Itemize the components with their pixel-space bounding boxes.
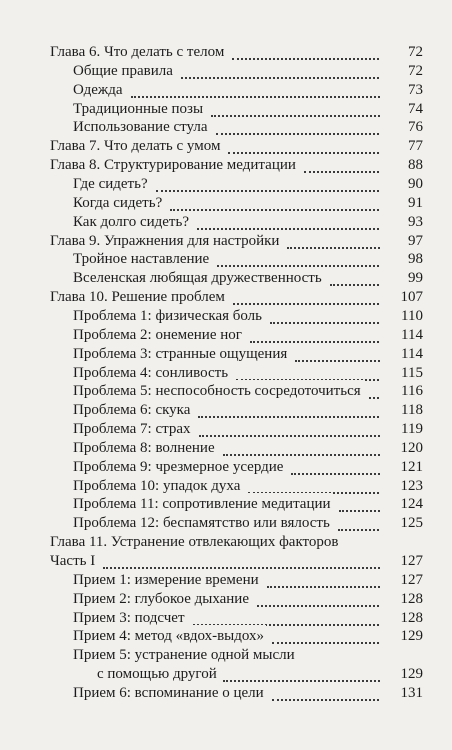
toc-entry-title: Прием 4: метод «вдох-выдох» [73, 625, 266, 647]
toc-entry-title: Прием 2: глубокое дыхание [73, 588, 251, 610]
toc-page-number: 116 [381, 380, 423, 402]
toc-entry-title: Проблема 2: онемение ног [73, 324, 244, 346]
toc-page-number: 99 [381, 267, 423, 289]
toc-page-number: 114 [381, 343, 423, 365]
toc-entry-title: Часть I [50, 550, 97, 572]
toc-page-number: 123 [381, 475, 423, 497]
toc-page-number: 128 [381, 607, 423, 629]
toc-page-number: 120 [381, 437, 423, 459]
toc-entry-title: Глава 9. Упражнения для настройки [50, 230, 281, 252]
toc-entry-title: Проблема 10: упадок духа [73, 475, 242, 497]
toc-entry-title: Общие правила [73, 60, 175, 82]
toc-entry-title: Глава 11. Устранение отвлекающих факторов [50, 531, 341, 553]
toc-page-number: 114 [381, 324, 423, 346]
toc-entry-title: Проблема 4: сонливость [73, 362, 230, 384]
toc-entry-title: Глава 7. Что делать с умом [50, 135, 222, 157]
toc-page-number: 124 [381, 493, 423, 515]
toc-page-number: 72 [381, 60, 423, 82]
toc-entry-title: Прием 1: измерение времени [73, 569, 261, 591]
toc-page-number: 118 [381, 399, 423, 421]
toc-entry-title: Проблема 12: беспамятство или вялость [73, 512, 332, 534]
toc-page-number: 127 [381, 550, 423, 572]
toc-entry-title: Проблема 11: сопротивление медитации [73, 493, 333, 515]
toc-page-number: 88 [381, 154, 423, 176]
toc-entry-title: Вселенская любящая дружественность [73, 267, 324, 289]
toc-entry-title: Проблема 3: странные ощущения [73, 343, 289, 365]
toc-entry-title: Глава 8. Структурирование медитации [50, 154, 298, 176]
toc-entry-title: Тройное наставление [73, 248, 211, 270]
toc-page-number: 97 [381, 230, 423, 252]
toc-page-number: 76 [381, 116, 423, 138]
toc-page-number: 74 [381, 98, 423, 120]
toc-entry-title: Проблема 5: неспособность сосредоточиться [73, 380, 363, 402]
toc-entry-title: Традиционные позы [73, 98, 205, 120]
toc-entry-title: Проблема 8: волнение [73, 437, 217, 459]
toc-page-number: 72 [381, 41, 423, 63]
toc-entry-title: Прием 5: устранение одной мысли [73, 644, 297, 666]
toc-page-number: 131 [381, 682, 423, 704]
toc-page-number: 119 [381, 418, 423, 440]
toc-entry-title: Проблема 9: чрезмерное усердие [73, 456, 285, 478]
toc-page-number: 93 [381, 211, 423, 233]
toc-entry-title: Прием 6: вспоминание о цели [73, 682, 266, 704]
toc-entry-title: Проблема 1: физическая боль [73, 305, 264, 327]
toc-page-number: 129 [381, 663, 423, 685]
toc-page-number: 125 [381, 512, 423, 534]
toc-page-number: 77 [381, 135, 423, 157]
toc-entry-title: Как долго сидеть? [73, 211, 191, 233]
toc-entry-title: Проблема 7: страх [73, 418, 193, 440]
toc-page-number: 121 [381, 456, 423, 478]
toc-entry-title: Глава 10. Решение проблем [50, 286, 227, 308]
toc-entry-title: Одежда [73, 79, 125, 101]
toc-entry-title: Использование стула [73, 116, 210, 138]
toc-page-number: 115 [381, 362, 423, 384]
toc-section-entry [0, 682, 452, 704]
toc-page-number: 90 [381, 173, 423, 195]
toc-entry-title: Прием 3: подсчет [73, 607, 187, 629]
toc-page-number: 129 [381, 625, 423, 647]
toc-page-number: 110 [381, 305, 423, 327]
toc-entry-title: Проблема 6: скука [73, 399, 192, 421]
toc-leader-dots [272, 677, 391, 701]
toc-leader-dots [272, 620, 391, 644]
toc-entry-title: Когда сидеть? [73, 192, 164, 214]
toc-entry-title: Где сидеть? [73, 173, 150, 195]
toc-entry-title: Глава 6. Что делать с телом [50, 41, 226, 63]
toc-page-number: 128 [381, 588, 423, 610]
toc-page-number: 127 [381, 569, 423, 591]
toc-entry-title-continuation: с помощью другой [97, 666, 217, 683]
toc-page-number: 73 [381, 79, 423, 101]
toc-page-number: 98 [381, 248, 423, 270]
toc-page-number: 107 [381, 286, 423, 308]
toc-page-number: 91 [381, 192, 423, 214]
